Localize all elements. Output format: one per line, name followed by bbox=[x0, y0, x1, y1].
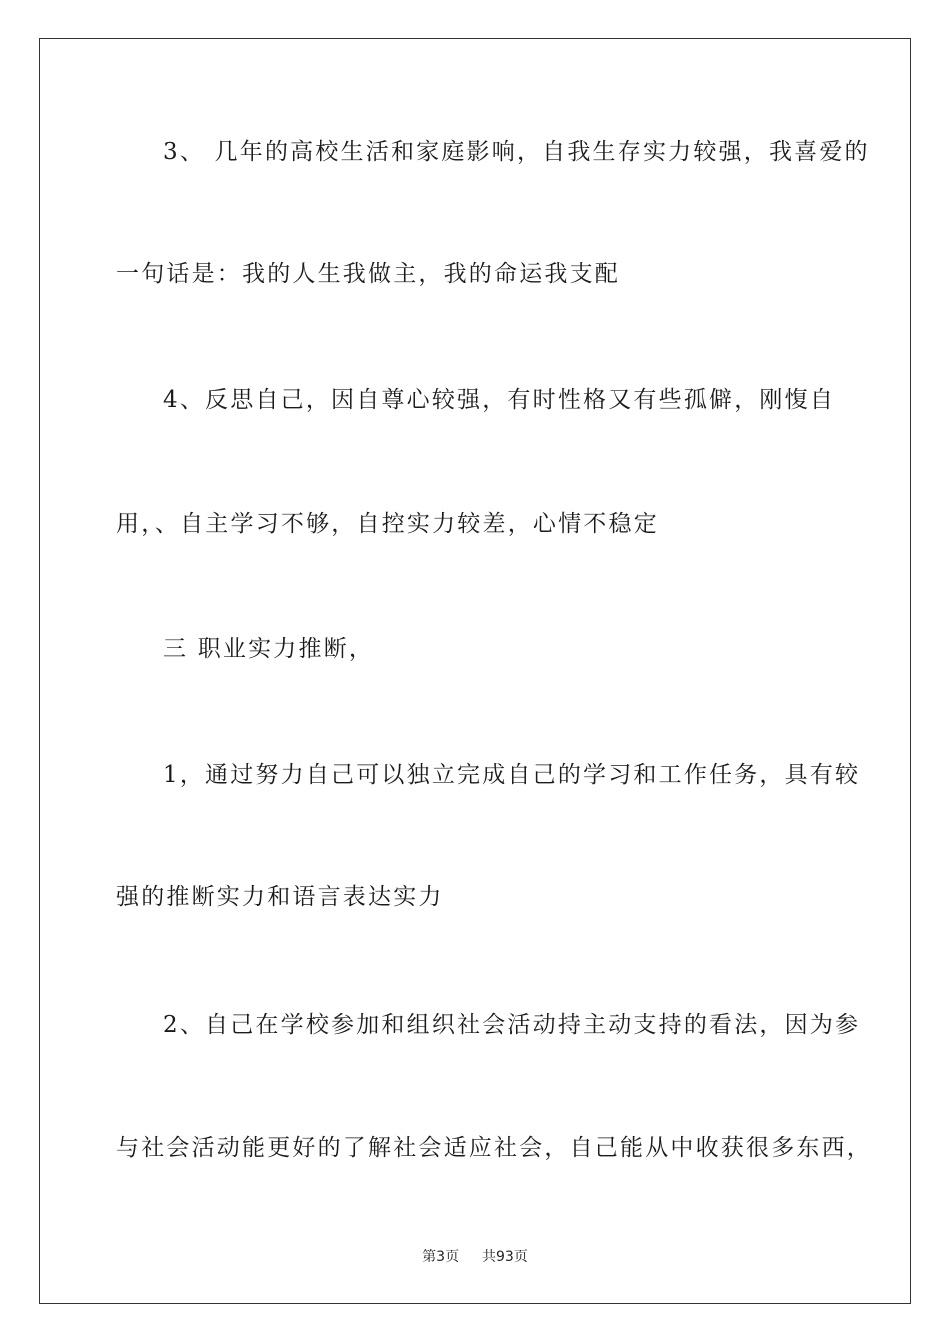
page-footer bbox=[0, 1246, 950, 1266]
paragraph-line: 2、自己在学校参加和组织社会活动持主动支持的看法，因为参 bbox=[163, 1012, 861, 1038]
page-number: 第3页 bbox=[422, 1249, 460, 1265]
paragraph-line: 用，、自主学习不够，自控实力较差，心情不稳定 bbox=[116, 511, 659, 537]
paragraph-line: 4、反思自己，因自尊心较强，有时性格又有些孤僻，刚愎自 bbox=[163, 387, 836, 413]
total-pages: 共93页 bbox=[482, 1249, 528, 1265]
paragraph-line: 1，通过努力自己可以独立完成自己的学习和工作任务，具有较 bbox=[163, 762, 861, 788]
paragraph-line: 强的推断实力和语言表达实力 bbox=[116, 884, 444, 910]
paragraph-line: 3、 几年的高校生活和家庭影响，自我生存实力较强，我喜爱的 bbox=[163, 139, 870, 165]
paragraph-line: 与社会活动能更好的了解社会适应社会，自己能从中收获很多东西， bbox=[116, 1135, 872, 1161]
page-border bbox=[39, 38, 911, 1304]
paragraph-line: 一句话是：我的人生我做主，我的命运我支配 bbox=[116, 261, 620, 287]
section-heading: 三 职业实力推断， bbox=[163, 636, 375, 662]
